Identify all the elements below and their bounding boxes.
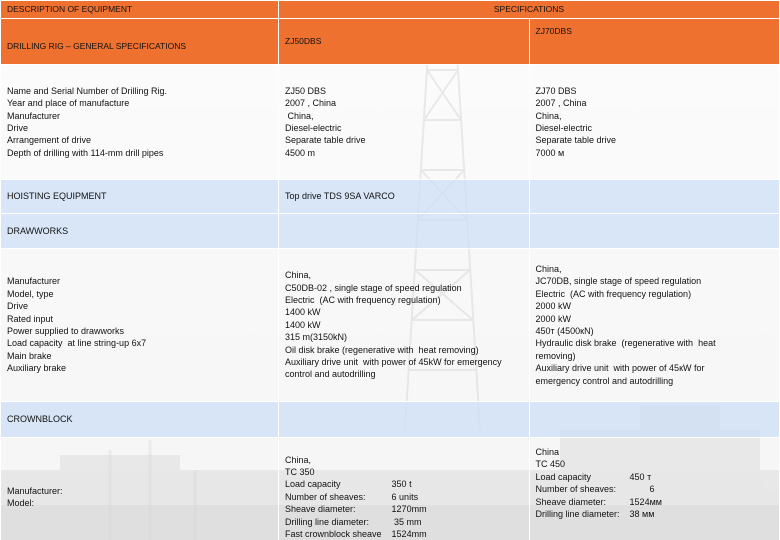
general-details-model-a: ZJ50 DBS 2007 , China China, Diesel-electric Separate table drive 4500 m xyxy=(279,65,530,180)
drawworks-header-model-b xyxy=(529,214,780,249)
crownblock-model-b-header: China TC 450 xyxy=(535,447,566,470)
drawworks-model-b: China, JC70DB, single stage of speed regulation Electric (AC with frequency regulation) 2000 kW 2000 kW 450т (4500кN) Hydraulic disk brake (regenerative with heat removing) Auxiliary drive unit with power of 45кW for emergency control and autodrilling xyxy=(529,249,780,402)
crownblock-a-spec-row xyxy=(285,528,427,540)
crownblock-b-spec-row xyxy=(536,471,662,483)
spec-value: 38 мм xyxy=(629,509,655,520)
spec-label: Load capacity xyxy=(285,479,341,490)
crownblock-model-b-specs xyxy=(536,471,662,521)
general-specifications-row xyxy=(1,19,780,65)
crownblock-a-spec-row xyxy=(285,516,427,528)
spec-value: 350 t xyxy=(391,479,412,490)
general-details-labels: Name and Serial Number of Drilling Rig. Year and place of manufacture Manufacturer Drive Arrangement of drive Depth of drilling with 114-mm drill pipes xyxy=(1,65,279,180)
hoisting-model-a: Top drive TDS 9SA VARCO xyxy=(279,180,530,214)
crownblock-b-spec-row xyxy=(536,496,662,508)
spec-value: 450 т xyxy=(629,471,652,482)
spec-label: Load capacity xyxy=(535,471,592,482)
spec-label: Number of sheaves: xyxy=(285,491,366,502)
crownblock-row xyxy=(1,402,780,438)
spec-value: 35 mm xyxy=(391,516,422,527)
crownblock-details-row xyxy=(1,438,780,540)
model-a-name: ZJ50DBS xyxy=(279,19,530,65)
spec-label: Fast crownblock sheave xyxy=(285,529,382,540)
drawworks-model-a: China, C50DB-02 , single stage of speed regulation Electric (AC with frequency regulation) 1400 kW 1400 kW 315 m(3150kN) Oil disk brake (regenerative with heat removing) Auxiliary drive unit with power of 45kW for emergency control and autodrilling xyxy=(279,249,530,402)
general-specifications-title: DRILLING RIG – GENERAL SPECIFICATIONS xyxy=(1,19,279,65)
general-details-row xyxy=(1,65,780,180)
spec-value: 1524мм xyxy=(629,496,662,507)
header-row xyxy=(1,1,780,19)
model-b-name: ZJ70DBS xyxy=(529,19,780,65)
specifications-header: SPECIFICATIONS xyxy=(279,1,780,19)
drawworks-labels: Manufacturer Model, type Drive Rated input Power supplied to drawworks Load capacity at line string-up 6x7 Main brake Auxiliary brake xyxy=(1,249,279,402)
hoisting-model-b xyxy=(529,180,780,214)
spec-label: Number of sheaves: xyxy=(535,484,617,495)
general-details-model-b: ZJ70 DBS 2007 , China China, Diesel-electric Separate table drive 7000 м xyxy=(529,65,780,180)
drawworks-row xyxy=(1,214,780,249)
crownblock-header-model-b xyxy=(529,402,780,438)
hoisting-equipment-title: HOISTING EQUIPMENT xyxy=(1,180,279,214)
spec-value: 1524mm xyxy=(391,529,427,540)
crownblock-a-spec-row xyxy=(285,491,427,503)
crownblock-title: CROWNBLOCK xyxy=(1,402,279,438)
spec-label: Sheave diameter: xyxy=(535,496,607,507)
crownblock-model-a-specs xyxy=(285,478,427,540)
spec-label: Sheave diameter: xyxy=(285,504,356,515)
spec-value: 1270mm xyxy=(391,504,427,515)
spec-value: 6 units xyxy=(391,491,419,502)
hoisting-equipment-row xyxy=(1,180,780,214)
crownblock-header-model-a xyxy=(279,402,530,438)
spec-label: Drilling line diameter: xyxy=(285,516,370,527)
spec-label: Drilling line diameter: xyxy=(535,509,620,520)
crownblock-model-a-header: China, TC 350 xyxy=(285,454,315,477)
description-of-equipment-header: DESCRIPTION OF EQUIPMENT xyxy=(1,1,279,19)
drawworks-header-model-a xyxy=(279,214,530,249)
crownblock-b-spec-row xyxy=(536,483,662,495)
spec-value: 6 xyxy=(629,484,655,495)
drawworks-title: DRAWWORKS xyxy=(1,214,279,249)
crownblock-a-spec-row xyxy=(285,478,427,490)
crownblock-a-spec-row xyxy=(285,503,427,515)
crownblock-model-b xyxy=(529,438,780,540)
drawworks-details-row xyxy=(1,249,780,402)
crownblock-labels: Manufacturer: Model: xyxy=(1,438,279,540)
crownblock-model-a xyxy=(279,438,530,540)
crownblock-b-spec-row xyxy=(536,508,662,520)
